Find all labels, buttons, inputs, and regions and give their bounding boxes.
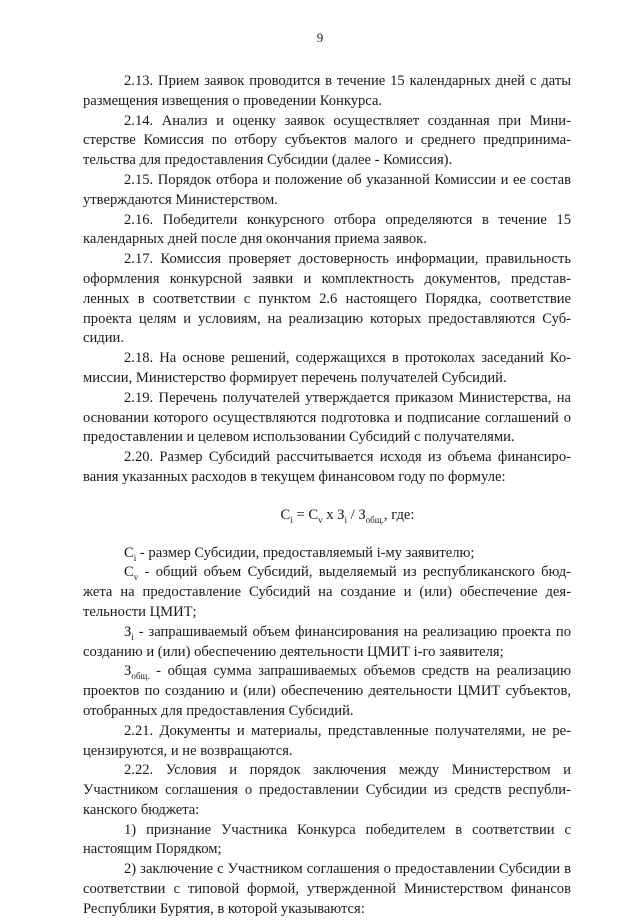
paragraph-2-21: 2.21. Документы и материалы, представленные получателями, не рецензируются, и не возвращаются.	[83, 722, 571, 759]
list-item-2: 2) заключение с Участником соглашения о предоставлении Субсидии в соответствии с типовой формой, утвержденной Министерством финансов Республики Бурятия, в которой указываются:	[83, 861, 571, 917]
definition-text: - размер Субсидии, предоставляемый i-му заявителю;	[136, 544, 475, 561]
formula-tail: , где:	[383, 506, 415, 523]
paragraph-2-16: 2.16. Победители конкурсного отбора определяются в течение 15 календарных дней после дня окончания приема заявок.	[83, 211, 571, 248]
definition-subscript: i	[133, 552, 137, 563]
definition-ci	[83, 544, 571, 564]
formula-zi-sub: i	[344, 514, 347, 525]
paragraph-2-17: 2.17. Комиссия проверяет достоверность информации, правильность оформления конкурсной заявки и комплектность документов, представленных в соответствии с пунктом 2.6 настоящего Порядка, соответствие проекта целям и условиям, на реализацию которых предоставляются Субсидии.	[83, 251, 571, 347]
definition-text: - запрашиваемый объем финансирования на реализацию проекта по созданию и (или) обеспечению деятельности ЦМИТ i-го заявителя;	[83, 623, 571, 660]
page-number: 9	[316, 30, 324, 45]
definition-subscript: v	[133, 572, 139, 583]
paragraph-2-13: 2.13. Прием заявок проводится в течение 15 календарных дней с даты размещения извещения о проведении Конкурса.	[83, 73, 571, 109]
definition-symbol: З	[124, 663, 132, 680]
definition-subscript: общ.	[131, 671, 150, 682]
paragraph-2-15: 2.15. Порядок отбора и положение об указанной Комиссии и ее состав утверждаются Министерством.	[83, 171, 571, 208]
formula-z-sub: общ.	[365, 514, 384, 525]
definition-subscript: i	[131, 631, 134, 642]
paragraph-2-19: 2.19. Перечень получателей утверждается приказом Министерства, на основании которого осуществляются подготовка и подписание соглашений о предоставлении и целевом использовании Субсидий с получателями.	[83, 389, 571, 446]
document-body	[83, 72, 571, 920]
formula-divide: / З	[346, 506, 366, 523]
definition-z-total	[83, 662, 571, 721]
paragraph-2-22: 2.22. Условия и порядок заключения между Министерством и Участником соглашения о предоставлении Субсидии из средств республиканского бюджета:	[83, 762, 571, 818]
definition-zi	[83, 623, 571, 663]
subsidy-formula	[83, 506, 571, 526]
paragraph-2-14: 2.14. Анализ и оценку заявок осуществляет созданная при Министерстве Комиссия по отбору субъектов малого и среднего предпринимательства для предоставления Субсидии (далее - Комиссия).	[83, 112, 571, 169]
definition-symbol: C	[124, 564, 134, 581]
formula-equals: = C	[292, 506, 319, 523]
definition-cv	[83, 563, 571, 622]
list-item-1: 1) признание Участника Конкурса победителем в соответствии с настоящим Порядком;	[83, 821, 571, 858]
formula-ci-sub: i	[290, 514, 293, 525]
definition-symbol: C	[124, 544, 134, 561]
formula-ci: C	[280, 506, 291, 523]
formula-times: x З	[322, 506, 345, 523]
paragraph-2-20: 2.20. Размер Субсидий рассчитывается исходя из объема финансирования указанных расходов в текущем финансовом году по формуле:	[83, 449, 571, 485]
definition-text: - общий объем Субсидий, выделяемый из республиканского бюджета на предоставление Субсидий на создание и (или) обеспечение деятельности ЦМИТ;	[83, 564, 571, 620]
definition-text: - общая сумма запрашиваемых объемов средств на реализацию проектов по созданию и (или) обеспечению деятельности ЦМИТ субъектов, отобранных для предоставления Субсидий.	[83, 663, 571, 719]
paragraph-2-18: 2.18. На основе решений, содержащихся в протоколах заседаний Комиссии, Министерство формирует перечень получателей Субсидий.	[83, 350, 571, 386]
definition-symbol: З	[124, 623, 132, 640]
formula-cv-sub: v	[318, 514, 323, 525]
